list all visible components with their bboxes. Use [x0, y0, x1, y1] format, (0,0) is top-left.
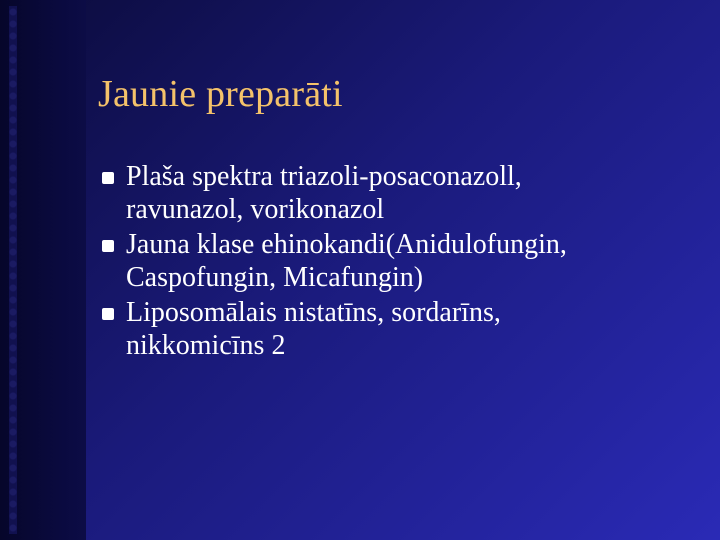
slide-title: Jaunie preparāti — [98, 73, 343, 115]
bullet-list — [98, 160, 698, 362]
square-bullet-icon — [102, 308, 114, 320]
dotted-column-decoration — [6, 6, 20, 534]
bullet-text-3: Liposomālais nistatīns, sordarīns, nikkomicīns 2 — [126, 297, 501, 361]
bullet-text-1: Plaša spektra triazoli-posaconazoll, ravunazol, vorikonazol — [126, 161, 522, 225]
bullet-item-1 — [98, 160, 698, 226]
square-bullet-icon — [102, 240, 114, 252]
square-bullet-icon — [102, 172, 114, 184]
bullet-item-2 — [98, 228, 698, 294]
bullet-text-2: Jauna klase ehinokandi(Anidulofungin, Caspofungin, Micafungin) — [126, 229, 567, 293]
left-decorative-strip — [0, 0, 86, 540]
bullet-item-3 — [98, 296, 698, 362]
